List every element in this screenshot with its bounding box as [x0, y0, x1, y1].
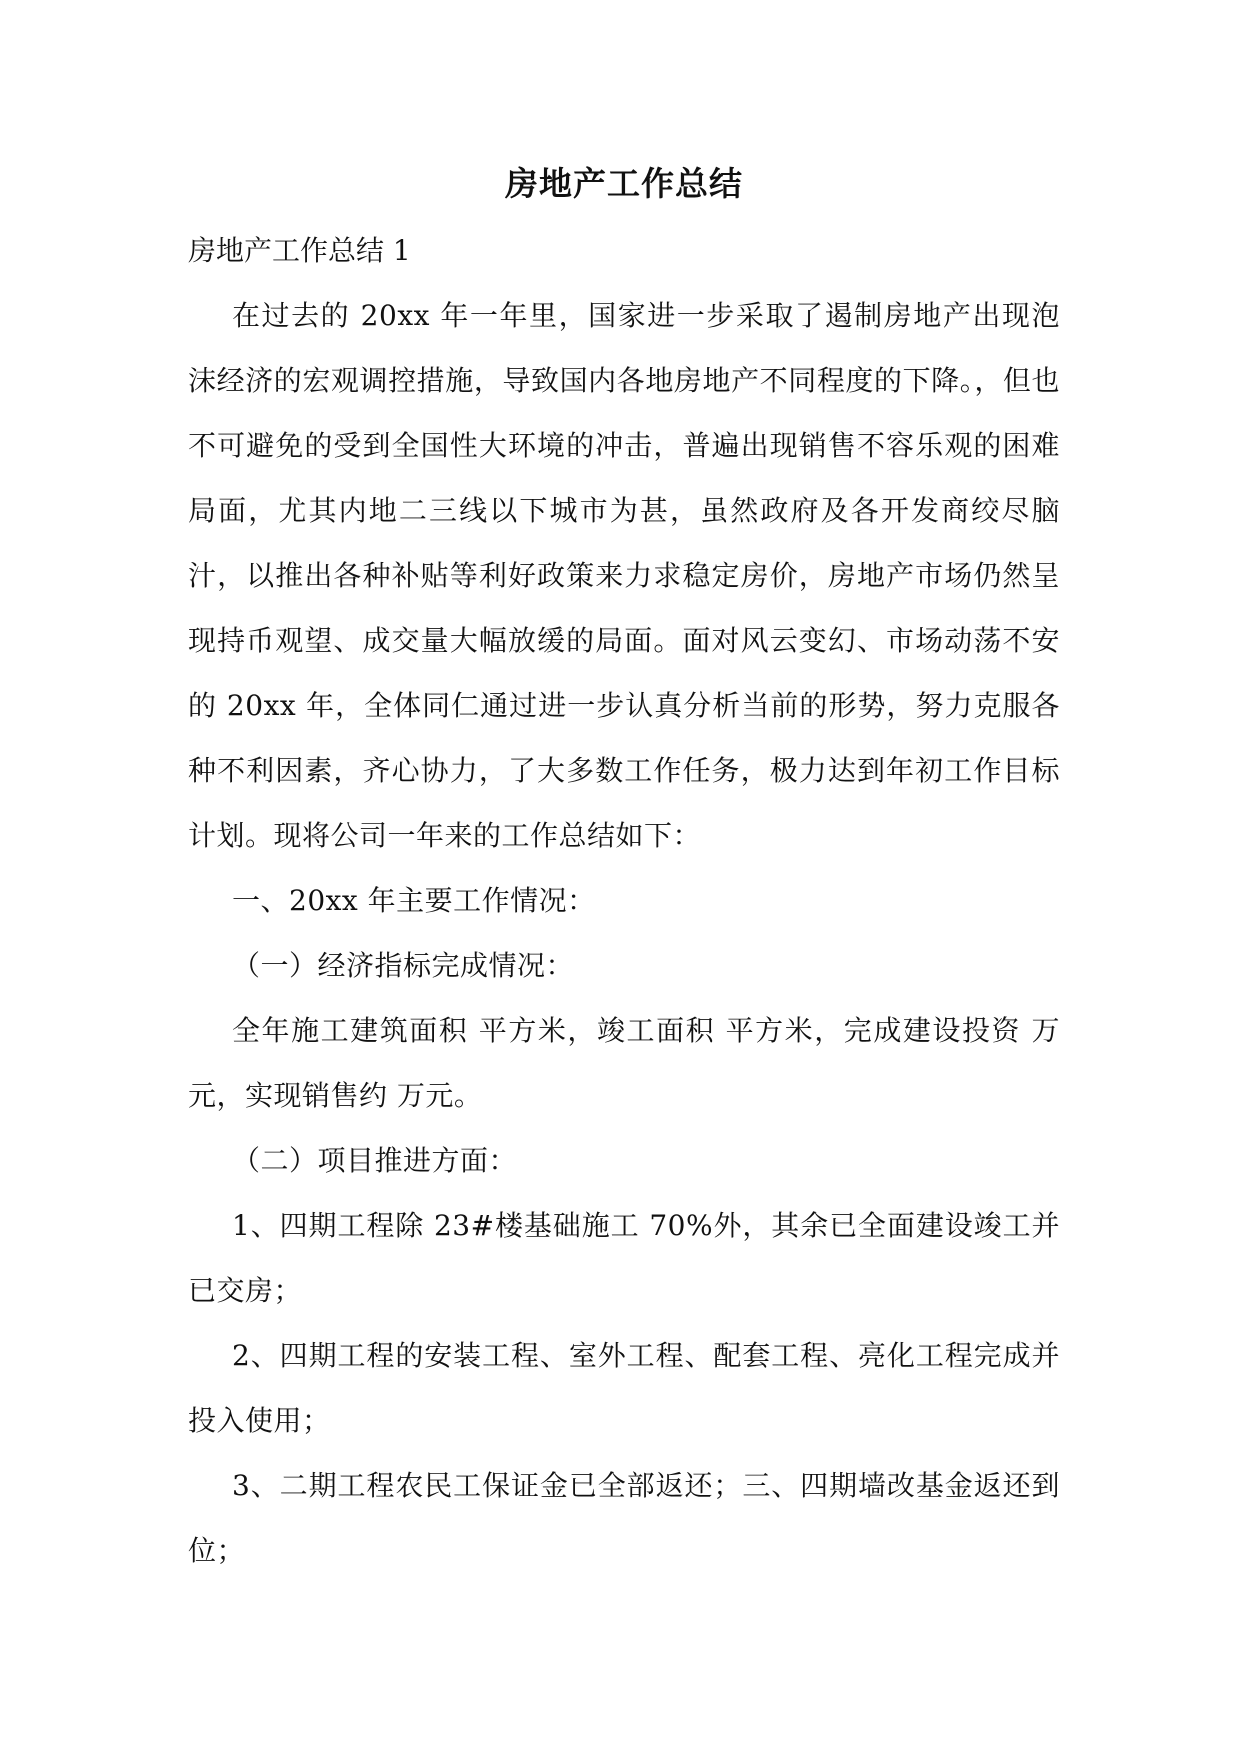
- paragraph-project-progress: （二）项目推进方面：: [232, 1144, 518, 1177]
- paragraph-item-1: 1、四期工程除 23#楼基础施工 70%外，其余已全面建设竣工并已交房；: [188, 1209, 1060, 1307]
- paragraph-intro: 在过去的 20xx 年一年里，国家进一步采取了遏制房地产出现泡沫经济的宏观调控措施，导致国内各地房地产不同程度的下降。，但也不可避免的受到全国性大环境的冲击，普遍出现销售不容乐观的困难局面，尤其内地二三线以下城市为甚，虽然政府及各开发商绞尽脑汁，以推出各种补贴等利好政策来力求稳定房价，房地产市场仍然呈现持币观望、成交量大幅放缓的局面。面对风云变幻、市场动荡不安的 20xx 年，全体同仁通过进一步认真分析当前的形势，努力克服各种不利因素，齐心协力，了大多数工作任务，极力达到年初工作目标计划。现将公司一年来的工作总结如下：: [188, 299, 1060, 852]
- paragraph-item-3: 3、二期工程农民工保证金已全部返还；三、四期墙改基金返还到位；: [188, 1469, 1060, 1567]
- paragraph-item-2: 2、四期工程的安装工程、室外工程、配套工程、亮化工程完成并投入使用；: [188, 1339, 1060, 1437]
- document-title: 房地产工作总结: [505, 164, 743, 203]
- paragraph-economic-indicators: （一）经济指标完成情况：: [232, 949, 575, 982]
- section-heading: 房地产工作总结 1: [188, 234, 411, 267]
- document-body: [188, 150, 1060, 1583]
- paragraph-construction-figures: 全年施工建筑面积 平方米，竣工面积 平方米，完成建设投资 万元，实现销售约 万元。: [188, 1014, 1060, 1112]
- paragraph-section-one: 一、20xx 年主要工作情况：: [232, 884, 596, 917]
